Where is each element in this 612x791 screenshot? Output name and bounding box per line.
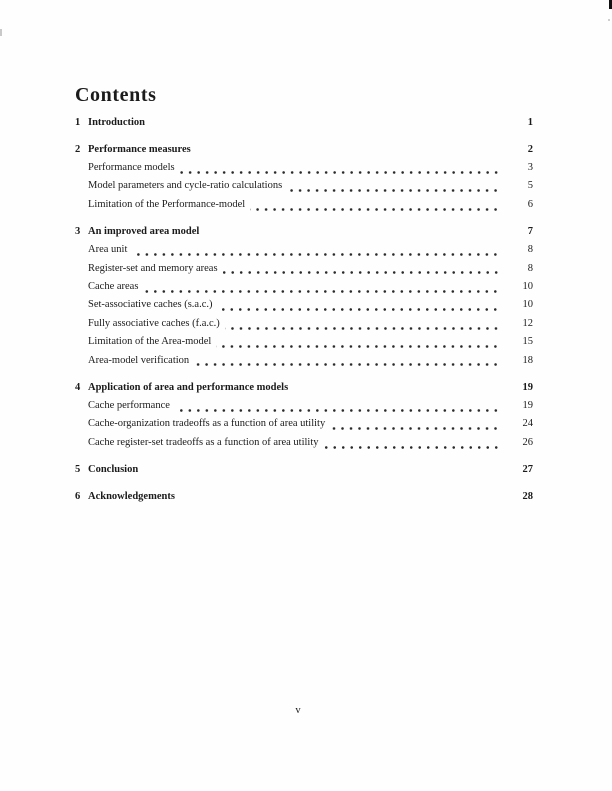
toc-section-page: 8 [527,244,533,256]
toc-chapter-row [75,113,533,132]
toc-dot-leader [250,196,502,214]
toc-chapter-title: Acknowledgements [88,491,175,503]
toc-chapter-row [75,487,533,506]
toc-chapter-number: 1 [75,117,81,128]
toc-dot-leader [287,177,502,195]
toc-section-page: 12 [522,317,533,329]
toc-dot-leader [132,241,502,259]
toc-section-row [75,296,533,314]
toc-section-row [75,352,533,370]
toc-dot-leader [194,352,502,370]
page-footer [0,705,596,716]
toc-chapter-page: 28 [522,491,533,503]
toc-dot-leader [217,296,502,314]
toc-dot-leader [330,415,502,433]
toc-chapter-page: 27 [522,464,533,476]
toc-dot-leader [223,260,502,278]
toc-section-page: 26 [522,436,533,448]
toc-section-row [75,260,533,278]
toc-chapter-title: An improved area model [88,226,200,238]
toc-section-row [75,397,533,415]
toc-section-row [75,159,533,177]
toc-section-page: 24 [522,418,533,430]
toc-section-page: 5 [527,180,533,192]
toc-chapter-page: 1 [527,117,533,128]
toc-section-page: 10 [522,280,533,292]
toc-section-page: 8 [527,262,533,274]
scan-artifact-left-edge [0,29,2,36]
toc-dot-leader [143,278,502,296]
toc-chapter-row [75,222,533,241]
toc-section-page: 3 [527,162,533,173]
page-number: v [295,705,301,716]
toc-dot-leader [324,434,502,452]
toc-section-title: Cache performance [88,399,170,411]
toc-section-row [75,196,533,214]
toc-section-title: Register-set and memory areas [88,262,218,274]
toc-section-row [75,278,533,296]
toc-chapter-page: 7 [527,226,533,238]
toc-section-title: Performance models [88,162,175,173]
toc-chapter-page: 2 [527,144,533,155]
toc-section-row [75,333,533,351]
toc-chapter-title: Introduction [88,117,145,128]
toc-chapter-number: 3 [75,226,81,238]
toc-section-page: 15 [522,336,533,348]
toc-chapter-number: 6 [75,491,81,503]
toc-section-title: Model parameters and cycle-ratio calculations [88,180,283,192]
toc-section-page: 10 [522,299,533,311]
table-of-contents [75,84,533,506]
toc-section-row [75,177,533,195]
toc-section-page: 18 [522,354,533,366]
toc-chapter-row [75,378,533,397]
toc-section-page: 6 [527,198,533,210]
toc-section-row [75,434,533,452]
toc-dot-leader [216,333,502,351]
toc-section-title: Cache areas [88,280,139,292]
toc-section-title: Cache-organization tradeoffs as a function of area utility [88,418,326,430]
toc-section-title: Set-associative caches (s.a.c.) [88,299,213,311]
toc-chapter-row [75,460,533,479]
toc-section-row [75,241,533,259]
toc-chapter-number: 2 [75,144,81,155]
toc-list [75,113,533,506]
toc-chapter-row [75,140,533,159]
toc-section-title: Area-model verification [88,354,190,366]
contents-heading: Contents [75,84,157,106]
toc-chapter-number: 5 [75,464,81,476]
toc-chapter-page: 19 [522,381,533,393]
toc-dot-leader [180,159,502,177]
scan-artifact-speck [608,19,610,21]
toc-section-row [75,415,533,433]
toc-section-title: Area unit [88,244,128,256]
toc-chapter-number: 4 [75,381,81,393]
toc-chapter-title: Application of area and performance models [88,381,289,393]
toc-dot-leader [225,315,502,333]
toc-section-row [75,315,533,333]
toc-chapter-title: Performance measures [88,144,191,155]
toc-section-page: 19 [522,399,533,411]
toc-section-title: Cache register-set tradeoffs as a function of area utility [88,436,319,448]
toc-section-title: Fully associative caches (f.a.c.) [88,317,220,329]
toc-section-title: Limitation of the Performance-model [88,198,246,210]
toc-dot-leader [175,397,502,415]
toc-section-title: Limitation of the Area-model [88,336,212,348]
toc-chapter-title: Conclusion [88,464,139,476]
